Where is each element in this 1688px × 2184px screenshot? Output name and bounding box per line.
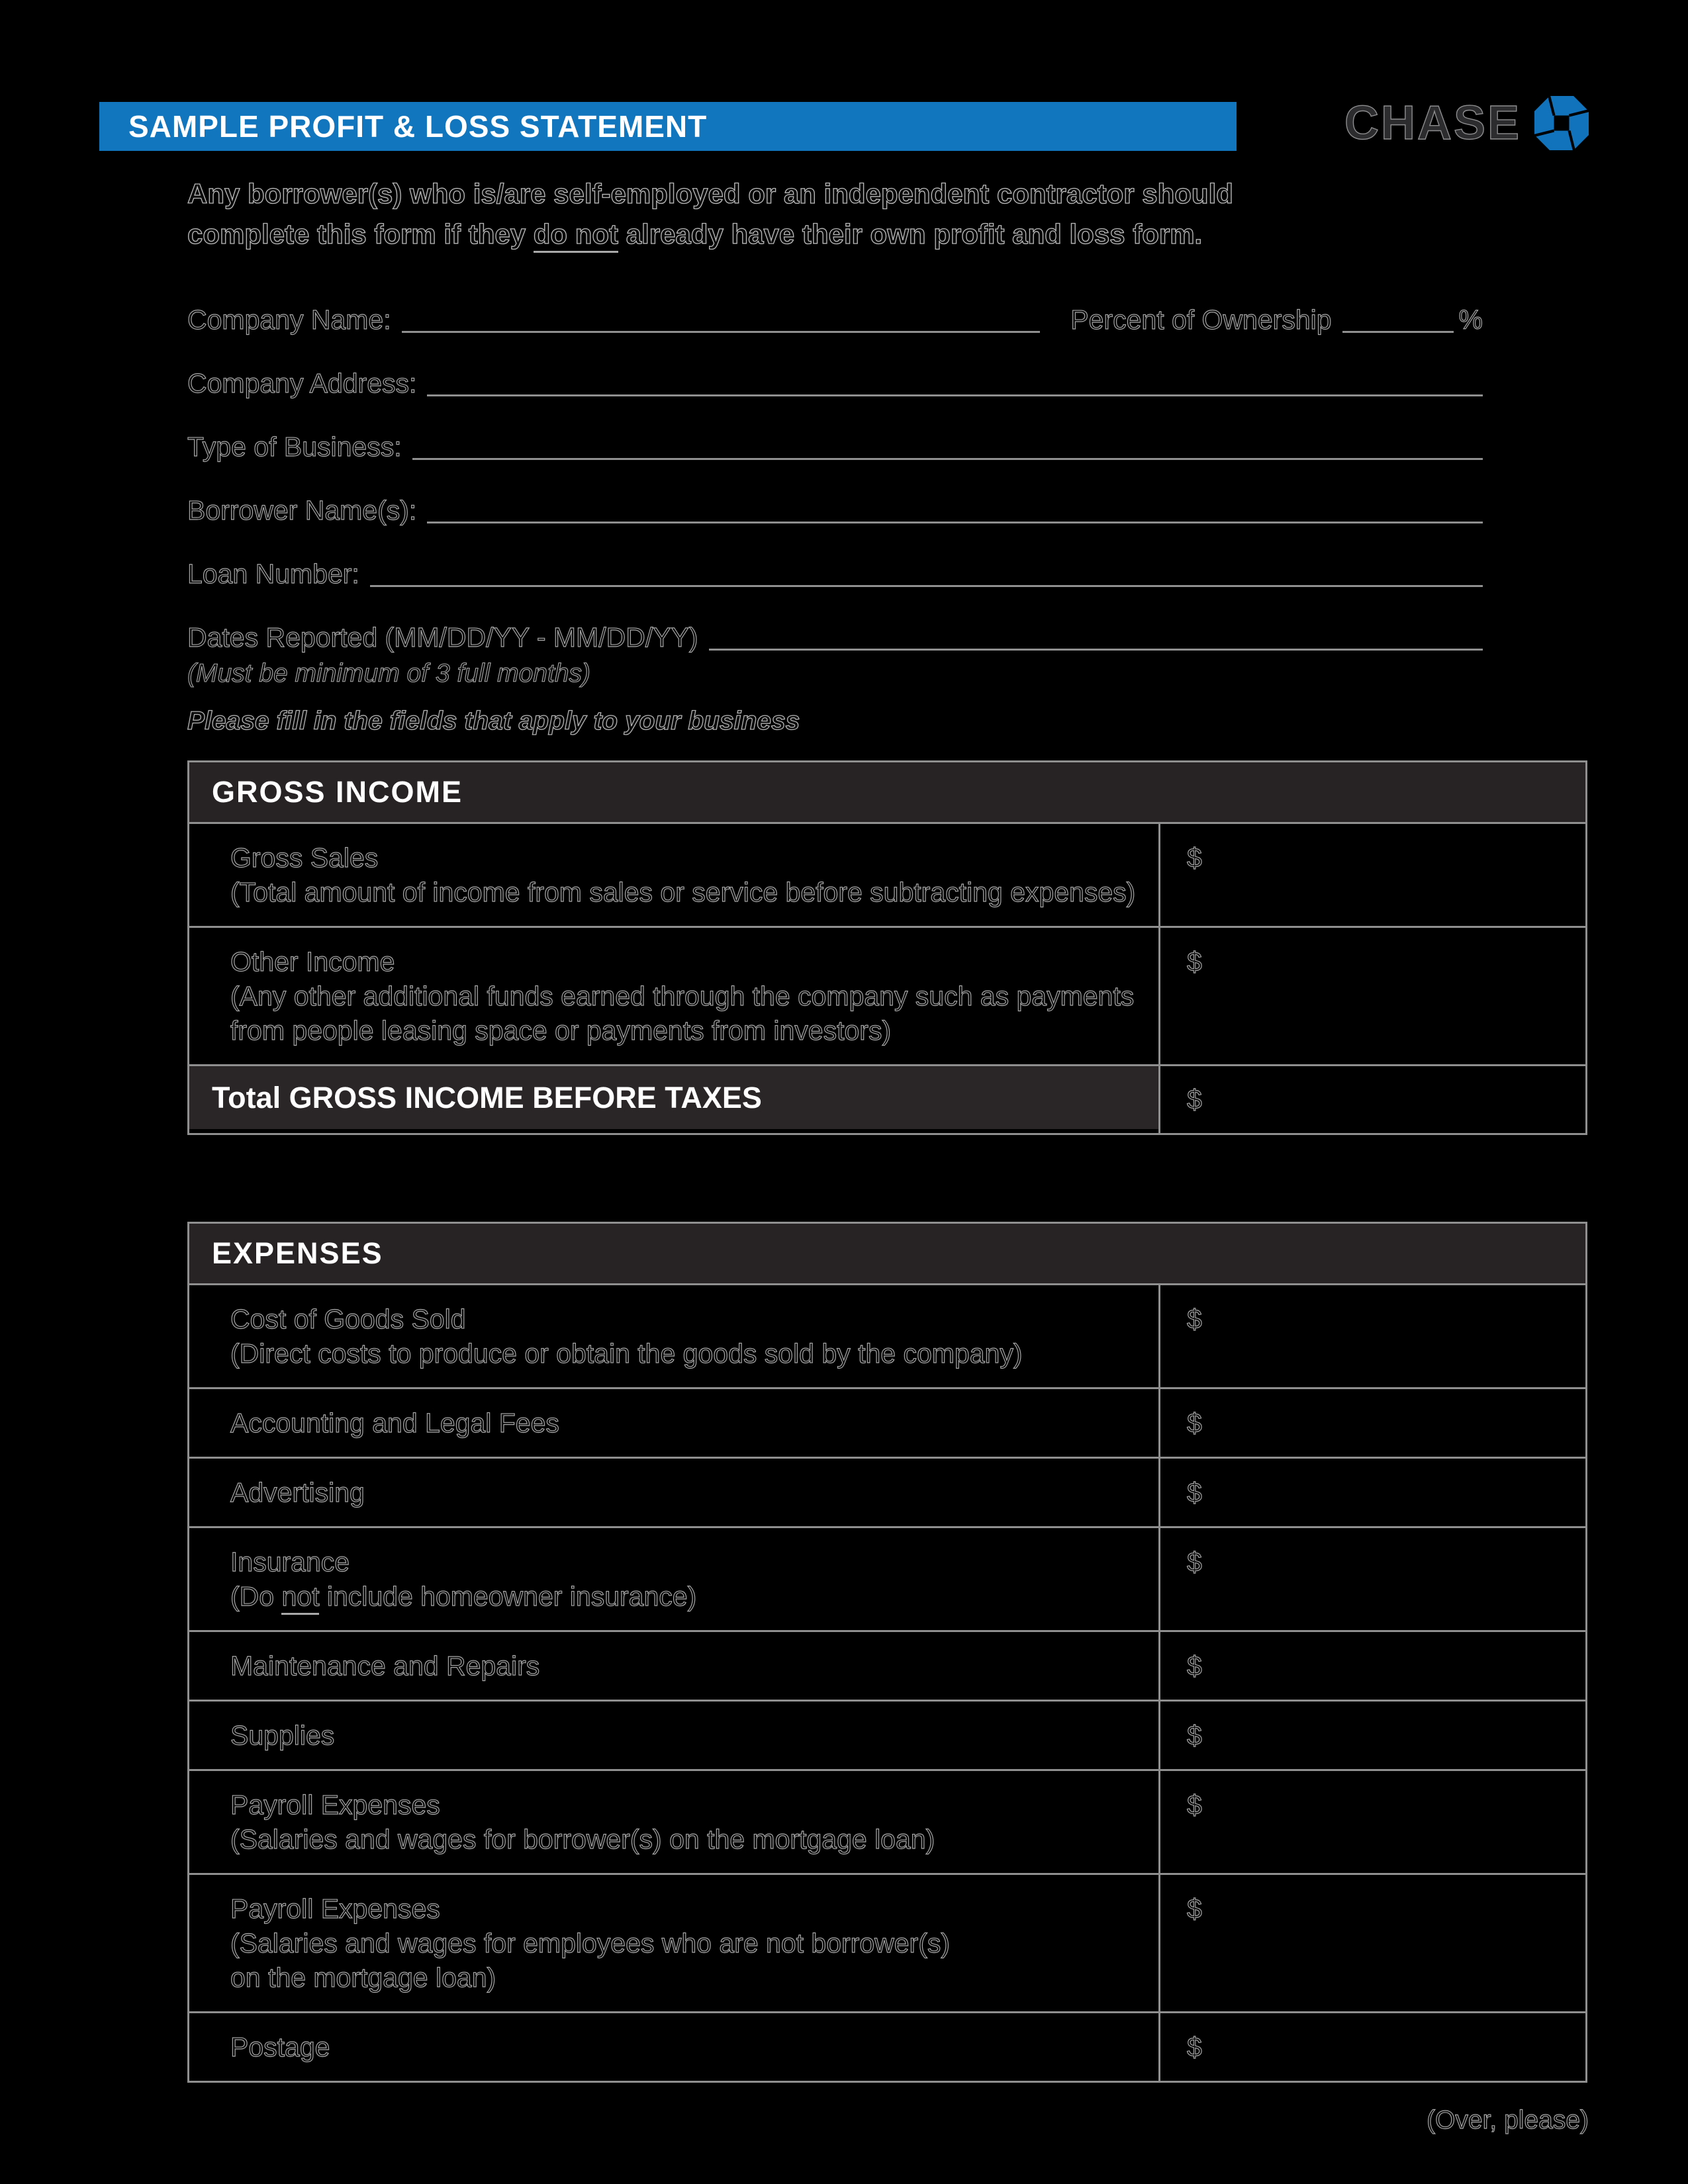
supplies-amount-cell[interactable] (1158, 1702, 1585, 1769)
type-of-business-row (187, 430, 1483, 463)
borrower-names-label: Borrower Name(s): (187, 495, 417, 525)
table-row-accounting-legal-fees (189, 1387, 1585, 1457)
dollar-sign: $ (1187, 1720, 1202, 1751)
row-label: Gross Sales (230, 842, 379, 873)
instruction-text: Please fill in the fields that apply to your business (187, 707, 800, 735)
table-row-supplies (189, 1700, 1585, 1769)
dollar-sign: $ (1187, 1893, 1202, 1924)
row-description: (Any other additional funds earned through the company such as payments (230, 981, 1135, 1011)
total-gross-income-label: Total GROSS INCOME BEFORE TAXES (212, 1080, 762, 1115)
row-label: Payroll Expenses (230, 1790, 440, 1820)
row-label: Cost of Goods Sold (230, 1304, 466, 1334)
percent-ownership-input[interactable] (1342, 304, 1454, 333)
company-name-input[interactable] (402, 304, 1041, 333)
payroll-borrowers-amount-cell[interactable] (1158, 1771, 1585, 1873)
type-of-business-input[interactable] (412, 432, 1483, 460)
row-label: Insurance (230, 1547, 350, 1577)
table-row-insurance (189, 1526, 1585, 1630)
dollar-sign: $ (1187, 1408, 1202, 1438)
gross-income-title: GROSS INCOME (212, 775, 463, 809)
table-row-other-income (189, 926, 1585, 1064)
total-gross-income-amount-cell[interactable] (1158, 1066, 1585, 1133)
other-income-amount-cell[interactable] (1158, 928, 1585, 1064)
table-row-payroll-borrowers (189, 1769, 1585, 1873)
row-description: (Salaries and wages for employees who are not borrower(s) (230, 1928, 951, 1958)
dollar-sign: $ (1187, 1651, 1202, 1681)
percent-sign: % (1458, 304, 1483, 335)
loan-number-row (187, 557, 1483, 590)
cost-of-goods-amount-cell[interactable] (1158, 1285, 1585, 1387)
do-not-underline: do not (534, 218, 618, 253)
payroll-employees-amount-cell[interactable] (1158, 1875, 1585, 2011)
table-row-maintenance-repairs (189, 1630, 1585, 1700)
company-name-row (187, 303, 1483, 336)
dollar-sign: $ (1187, 1477, 1202, 1508)
loan-number-input[interactable] (370, 559, 1483, 587)
not-underline: not (281, 1581, 319, 1615)
dates-note: (Must be minimum of 3 full months) (187, 659, 591, 688)
over-note: (Over, please) (1427, 2106, 1589, 2134)
dollar-sign: $ (1187, 1084, 1202, 1115)
dollar-sign: $ (1187, 2032, 1202, 2062)
chase-octagon-icon (1534, 96, 1589, 150)
loan-number-label: Loan Number: (187, 559, 359, 589)
chase-wordmark: CHASE (1344, 97, 1521, 150)
postage-amount-cell[interactable] (1158, 2013, 1585, 2081)
dates-reported-label: Dates Reported (MM/DD/YY - MM/DD/YY) (187, 622, 698, 653)
row-label: Accounting and Legal Fees (230, 1408, 559, 1438)
advertising-amount-cell[interactable] (1158, 1459, 1585, 1526)
dates-reported-input[interactable] (709, 622, 1483, 651)
table-row-postage (189, 2011, 1585, 2081)
row-label: Postage (230, 2032, 330, 2062)
row-description: (Total amount of income from sales or service before subtracting expenses) (230, 877, 1136, 907)
expenses-table (187, 1222, 1587, 2083)
gross-income-header (189, 762, 1585, 822)
table-row-gross-sales (189, 822, 1585, 926)
row-description: from people leasing space or payments from investors) (230, 1015, 892, 1046)
row-description: (Direct costs to produce or obtain the goods sold by the company) (230, 1338, 1023, 1369)
accounting-amount-cell[interactable] (1158, 1389, 1585, 1457)
table-row-total-gross-income (189, 1064, 1585, 1133)
row-label: Maintenance and Repairs (230, 1651, 540, 1681)
borrower-names-row (187, 494, 1483, 527)
dollar-sign: $ (1187, 1547, 1202, 1577)
intro-line-2: complete this form if they do not already have their own profit and loss form. (187, 214, 1233, 254)
maintenance-amount-cell[interactable] (1158, 1632, 1585, 1700)
chase-brand (1307, 93, 1589, 154)
company-address-label: Company Address: (187, 368, 417, 398)
form-fields (187, 303, 1483, 684)
percent-ownership-label: Percent of Ownership (1070, 304, 1332, 335)
row-label: Payroll Expenses (230, 1893, 440, 1924)
page-title: SAMPLE PROFIT & LOSS STATEMENT (128, 109, 708, 144)
dollar-sign: $ (1187, 842, 1202, 873)
table-row-payroll-employees (189, 1873, 1585, 2011)
row-label: Advertising (230, 1477, 365, 1508)
insurance-amount-cell[interactable] (1158, 1528, 1585, 1630)
expenses-title: EXPENSES (212, 1236, 383, 1270)
dollar-sign: $ (1187, 1790, 1202, 1820)
gross-income-table (187, 760, 1587, 1135)
row-label: Other Income (230, 946, 395, 977)
company-address-input[interactable] (427, 368, 1483, 396)
title-bar (99, 102, 1237, 151)
table-row-advertising (189, 1457, 1585, 1526)
row-description: (Salaries and wages for borrower(s) on the mortgage loan) (230, 1824, 935, 1854)
company-name-label: Company Name: (187, 304, 391, 335)
company-address-row (187, 367, 1483, 400)
dollar-sign: $ (1187, 946, 1202, 977)
table-row-cost-of-goods-sold (189, 1283, 1585, 1387)
row-description: on the mortgage loan) (230, 1962, 496, 1993)
intro-text (187, 173, 1233, 254)
dates-reported-row (187, 621, 1483, 654)
gross-sales-amount-cell[interactable] (1158, 824, 1585, 926)
borrower-names-input[interactable] (427, 495, 1483, 523)
row-description: (Do not include homeowner insurance) (230, 1579, 1145, 1614)
intro-line-1: Any borrower(s) who is/are self-employed or an independent contractor should (187, 178, 1233, 209)
type-of-business-label: Type of Business: (187, 432, 402, 462)
dollar-sign: $ (1187, 1304, 1202, 1334)
expenses-header (189, 1224, 1585, 1283)
row-label: Supplies (230, 1720, 335, 1751)
